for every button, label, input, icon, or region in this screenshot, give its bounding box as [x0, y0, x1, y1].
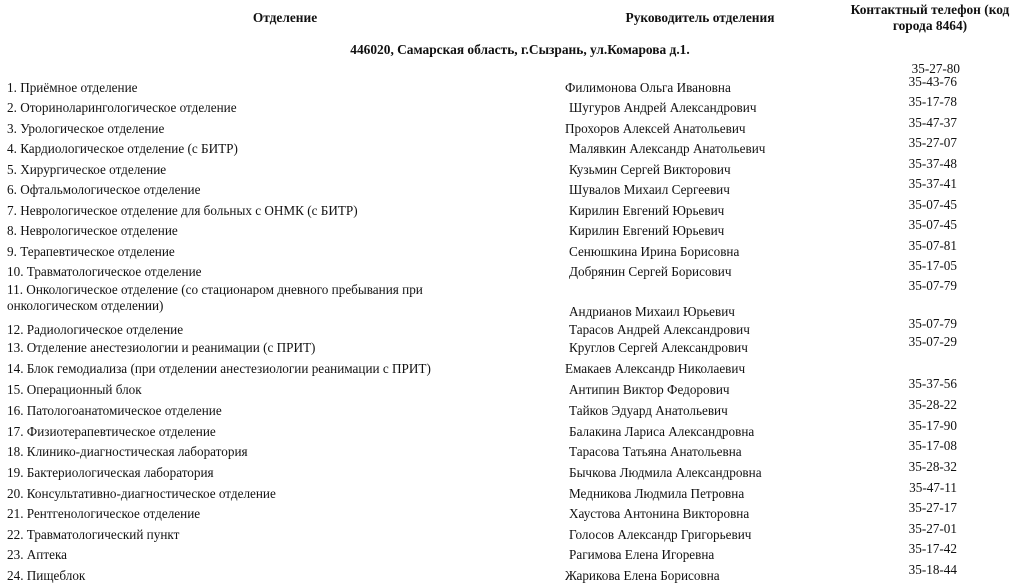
department-phone: 35-27-17 — [908, 500, 957, 515]
department-name: 17. Физиотерапевтическое отделение — [7, 424, 216, 439]
department-name: 18. Клинико-диагностическая лаборатория — [7, 444, 248, 459]
table-row — [0, 316, 1032, 342]
department-phone: 35-17-42 — [908, 541, 957, 556]
table-row — [0, 197, 1032, 223]
table-row — [0, 238, 1032, 264]
department-phone: 35-07-45 — [908, 197, 957, 212]
department-head: Хаустова Антонина Викторовна — [569, 506, 750, 521]
department-head: Балакина Лариса Александровна — [569, 424, 755, 439]
department-head: Бычкова Людмила Александровна — [569, 465, 762, 480]
department-name: 10. Травматологическое отделение — [7, 264, 202, 279]
department-head: Кирилин Евгений Юрьевич — [569, 223, 725, 238]
table-row — [0, 480, 1032, 506]
department-name: 15. Операционный блок — [7, 382, 142, 397]
department-head: Шугуров Андрей Александрович — [569, 100, 757, 115]
department-name: 9. Терапевтическое отделение — [7, 244, 175, 259]
department-head: Малявкин Александр Анатольевич — [569, 141, 766, 156]
table-row — [0, 521, 1032, 547]
department-phone: 35-17-05 — [908, 258, 957, 273]
department-name: 21. Рентгенологическое отделение — [7, 506, 201, 521]
department-head: Кирилин Евгений Юрьевич — [569, 203, 725, 218]
department-name: 14. Блок гемодиализа (при отделении анестезиологии реанимации с ПРИТ) — [7, 361, 431, 376]
department-phone: 35-07-79 — [908, 278, 957, 293]
department-phone: 35-07-81 — [908, 238, 957, 253]
table-row — [0, 278, 1032, 319]
table-row — [0, 258, 1032, 284]
column-header-phone: Контактный телефон (код города 8464) — [850, 2, 1010, 33]
department-name: 1. Приёмное отделение — [7, 80, 138, 95]
department-head: Кузьмин Сергей Викторович — [569, 162, 731, 177]
department-phone: 35-28-22 — [908, 397, 957, 412]
department-name: 3. Урологическое отделение — [7, 121, 165, 136]
department-name: 12. Радиологическое отделение — [7, 322, 184, 337]
department-head: Антипин Виктор Федорович — [569, 382, 730, 397]
department-phone: 35-37-48 — [908, 156, 957, 171]
department-head: Емакаев Александр Николаевич — [565, 361, 746, 376]
department-head: Жарикова Елена Борисовна — [565, 568, 720, 583]
table-row — [0, 135, 1032, 161]
table-row — [0, 500, 1032, 526]
department-head: Круглов Сергей Александрович — [569, 340, 748, 355]
department-name: 19. Бактериологическая лаборатория — [7, 465, 214, 480]
department-name: 6. Офтальмологическое отделение — [7, 182, 201, 197]
column-header-department: Отделение — [252, 10, 318, 25]
table-row — [0, 115, 1032, 141]
department-name: 23. Аптека — [7, 547, 68, 562]
table-row — [0, 397, 1032, 423]
table-row — [0, 418, 1032, 444]
department-name: 24. Пищеблок — [7, 568, 86, 583]
department-phone: 35-37-56 — [908, 376, 957, 391]
department-phone: 35-07-29 — [908, 334, 957, 349]
table-row — [0, 176, 1032, 202]
table-row — [0, 376, 1032, 402]
department-head: Тарасов Андрей Александрович — [569, 322, 750, 337]
department-name: 4. Кардиологическое отделение (с БИТР) — [7, 141, 238, 156]
department-head: Шувалов Михаил Сергеевич — [569, 182, 730, 197]
department-head: Тарасова Татьяна Анатольевна — [569, 444, 742, 459]
table-row — [0, 334, 1032, 360]
table-row — [0, 156, 1032, 182]
table-row — [0, 459, 1032, 485]
department-name: 20. Консультативно-диагностическое отделение — [7, 486, 276, 501]
table-row — [0, 361, 1032, 381]
department-phone: 35-07-79 — [908, 316, 957, 331]
department-head: Голосов Александр Григорьевич — [569, 527, 752, 542]
department-phone: 35-17-78 — [908, 94, 957, 109]
department-name: 13. Отделение анестезиологии и реанимации (с ПРИТ) — [7, 340, 316, 355]
department-head: Тайков Эдуард Анатольевич — [569, 403, 728, 418]
department-phone: 35-27-01 — [908, 521, 957, 536]
department-phone: 35-47-11 — [909, 480, 957, 495]
department-head: Сенюшкина Ирина Борисовна — [569, 244, 740, 259]
table-row — [0, 94, 1032, 120]
department-name: 8. Неврологическое отделение — [7, 223, 178, 238]
department-head: Прохоров Алексей Анатольевич — [565, 121, 746, 136]
department-phone: 35-18-44 — [908, 562, 957, 577]
department-phone: 35-27-07 — [908, 135, 957, 150]
table-row — [0, 562, 1032, 588]
department-phone: 35-43-76 — [908, 74, 957, 89]
reception-phone: 35-27-80 — [911, 61, 960, 76]
table-row — [0, 74, 1032, 100]
department-phone: 35-17-90 — [908, 418, 957, 433]
department-phone: 35-37-41 — [908, 176, 957, 191]
department-head: Андрианов Михаил Юрьевич — [569, 304, 735, 319]
department-phone: 35-17-08 — [908, 438, 957, 453]
department-name: 16. Патологоанатомическое отделение — [7, 403, 222, 418]
department-head: Добрянин Сергей Борисович — [569, 264, 732, 279]
department-name: 22. Травматологический пункт — [7, 527, 180, 542]
department-name: 5. Хирургическое отделение — [7, 162, 167, 177]
department-name: 2. Оториноларингологическое отделение — [7, 100, 237, 115]
department-head: Рагимова Елена Игоревна — [569, 547, 715, 562]
department-phone: 35-47-37 — [908, 115, 957, 130]
department-phone: 35-28-32 — [908, 459, 957, 474]
column-header-head: Руководитель отделения — [625, 10, 775, 25]
table-row — [0, 217, 1032, 243]
department-head: Филимонова Ольга Ивановна — [565, 80, 731, 95]
department-name: 11. Онкологическое отделение (со стационаром дневного пребывания при онкологическом отделении) — [7, 282, 423, 313]
department-head: Медникова Людмила Петровна — [569, 486, 745, 501]
department-name: 7. Неврологическое отделение для больных с ОНМК (с БИТР) — [7, 203, 358, 218]
address-line: 446020, Самарская область, г.Сызрань, ул.Комарова д.1. — [350, 42, 690, 57]
table-row — [0, 541, 1032, 567]
table-row — [0, 438, 1032, 464]
department-phone: 35-07-45 — [908, 217, 957, 232]
